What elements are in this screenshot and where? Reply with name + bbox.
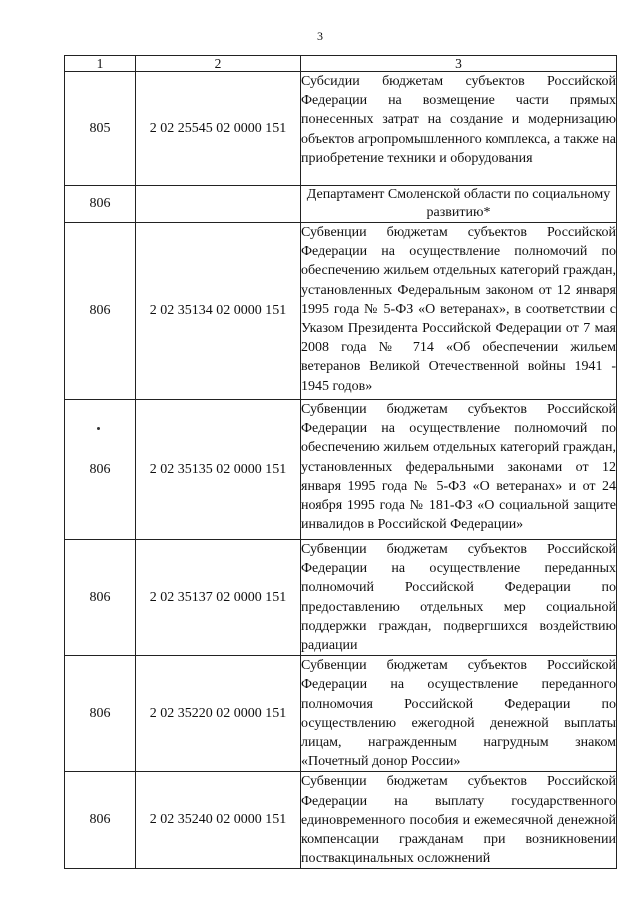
table-row	[65, 772, 617, 869]
revenue-code: 2 02 35135 02 0000 151	[136, 400, 301, 540]
revenue-code: 2 02 35134 02 0000 151	[136, 223, 301, 400]
admin-code: 806	[65, 540, 136, 656]
header-col-1: 1	[65, 56, 136, 72]
admin-code: 806	[65, 400, 136, 540]
department-title: Департамент Смоленской области по социальному развитию*	[301, 186, 617, 223]
budget-table	[64, 55, 617, 869]
revenue-code: 2 02 25545 02 0000 151	[136, 72, 301, 186]
page-number: 3	[317, 29, 323, 43]
admin-code: 806	[65, 186, 136, 223]
admin-code: 806	[65, 223, 136, 400]
revenue-description: Субвенции бюджетам субъектов Российской Федерации на осуществление переданного полномочия Российской Федерации по осуществлению ежегодной денежной выплаты лицам, награжденным нагрудным знаком «Почетный донор России»	[301, 656, 617, 772]
admin-code: 806	[65, 656, 136, 772]
table-row	[65, 656, 617, 772]
revenue-code	[136, 186, 301, 223]
table-row	[65, 540, 617, 656]
admin-code: 805	[65, 72, 136, 186]
table-row	[65, 223, 617, 400]
table-header-row	[65, 56, 617, 72]
admin-code: 806	[65, 772, 136, 869]
revenue-description: Субвенции бюджетам субъектов Российской Федерации на осуществление полномочий по обеспечению жильем отдельных категорий граждан, установленных федеральными законами от 12 января 1995 года № 5-ФЗ «О ветеранах» и от 24 ноября 1995 года № 181-ФЗ «О социальной защите инвалидов в Российской Федерации»	[301, 400, 617, 540]
revenue-code: 2 02 35240 02 0000 151	[136, 772, 301, 869]
table-row	[65, 400, 617, 540]
header-col-3: 3	[301, 56, 617, 72]
department-row	[65, 186, 617, 223]
revenue-description: Субвенции бюджетам субъектов Российской Федерации на выплату государственного единовременного пособия и ежемесячной денежной компенсации гражданам при возникновении поствакцинальных осложнений	[301, 772, 617, 869]
revenue-description: Субсидии бюджетам субъектов Российской Федерации на возмещение части прямых понесенных затрат на создание и модернизацию объектов агропромышленного комплекса, а также на приобретение техники и оборудования	[301, 72, 617, 186]
revenue-code: 2 02 35137 02 0000 151	[136, 540, 301, 656]
revenue-code: 2 02 35220 02 0000 151	[136, 656, 301, 772]
table-row	[65, 72, 617, 186]
scan-speck	[97, 427, 100, 430]
header-col-2: 2	[136, 56, 301, 72]
revenue-description: Субвенции бюджетам субъектов Российской Федерации на осуществление полномочий по обеспечению жильем отдельных категорий граждан, установленных Федеральным законом от 12 января 1995 года № 5-ФЗ «О ветеранах», в соответствии с Указом Президента Российской Федерации от 7 мая 2008 года № 714 «Об обеспечении жильем ветеранов Великой Отечественной войны 1941 - 1945 годов»	[301, 223, 617, 400]
revenue-description: Субвенции бюджетам субъектов Российской Федерации на осуществление переданных полномочий Российской Федерации по предоставлению отдельных мер социальной поддержки граждан, подвергшихся воздействию радиации	[301, 540, 617, 656]
